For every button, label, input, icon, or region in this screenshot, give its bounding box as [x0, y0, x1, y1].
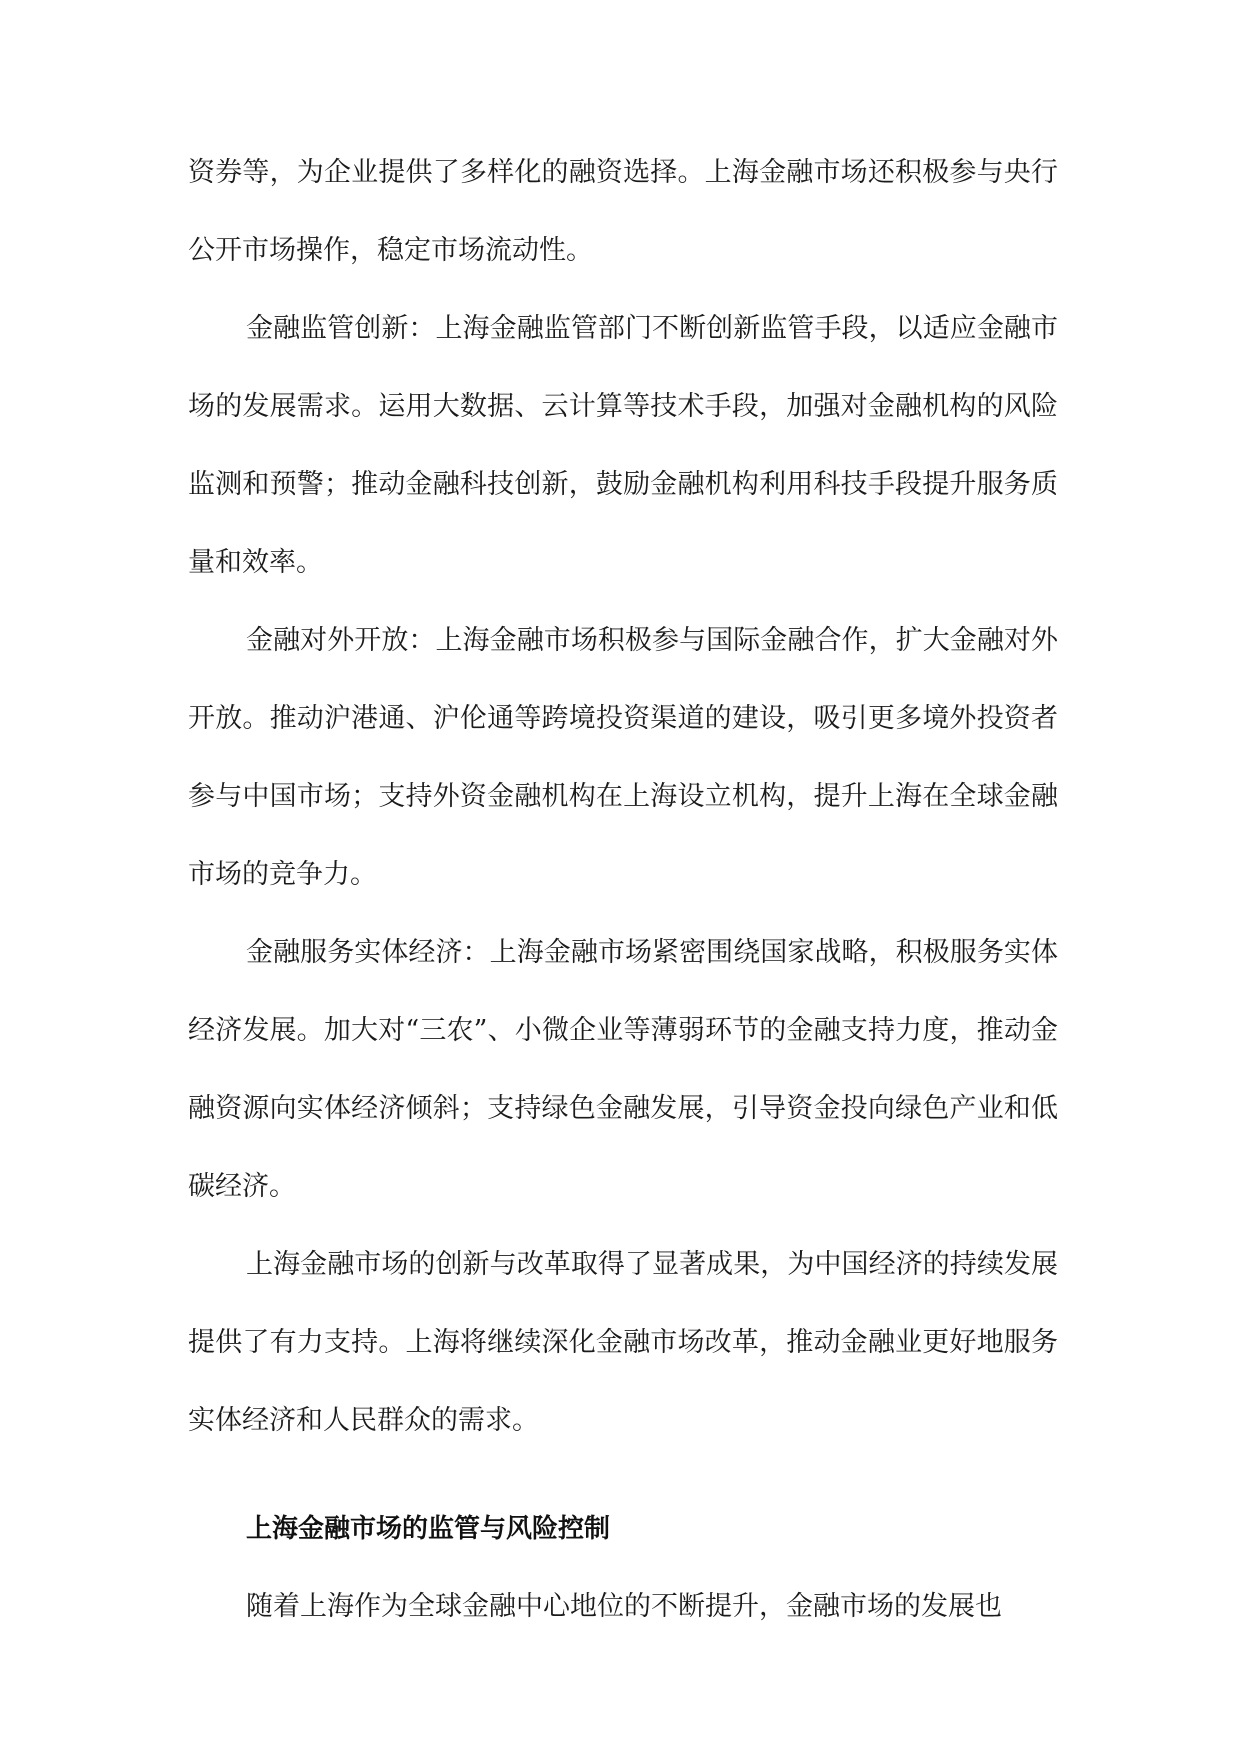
paragraph-opening-up: 金融对外开放：上海金融市场积极参与国际金融合作，扩大金融对外开放。推动沪港通、沪伦通等跨境投资渠道的建设，吸引更多境外投资者参与中国市场；支持外资金融机构在上海设立机构，提升上海在全球金融市场的竞争力。 — [188, 625, 1058, 890]
section-heading: 上海金融市场的监管与风险控制 — [246, 1514, 611, 1544]
paragraph-continuation: 资券等，为企业提供了多样化的融资选择。上海金融市场还积极参与央行公开市场操作，稳定市场流动性。 — [188, 157, 1058, 266]
paragraph-real-economy: 金融服务实体经济：上海金融市场紧密围绕国家战略，积极服务实体经济发展。加大对“三农”、小微企业等薄弱环节的金融支持力度，推动金融资源向实体经济倾斜；支持绿色金融发展，引导资金投向绿色产业和低碳经济。 — [188, 937, 1058, 1202]
paragraph-next-section: 随着上海作为全球金融中心地位的不断提升，金融市场的发展也 — [246, 1591, 1002, 1622]
document-body — [188, 134, 1058, 1646]
paragraph-regulatory-innovation: 金融监管创新：上海金融监管部门不断创新监管手段，以适应金融市场的发展需求。运用大数据、云计算等技术手段，加强对金融机构的风险监测和预警；推动金融科技创新，鼓励金融机构利用科技手段提升服务质量和效率。 — [188, 313, 1058, 578]
paragraph-conclusion: 上海金融市场的创新与改革取得了显著成果，为中国经济的持续发展提供了有力支持。上海将继续深化金融市场改革，推动金融业更好地服务实体经济和人民群众的需求。 — [188, 1249, 1058, 1436]
